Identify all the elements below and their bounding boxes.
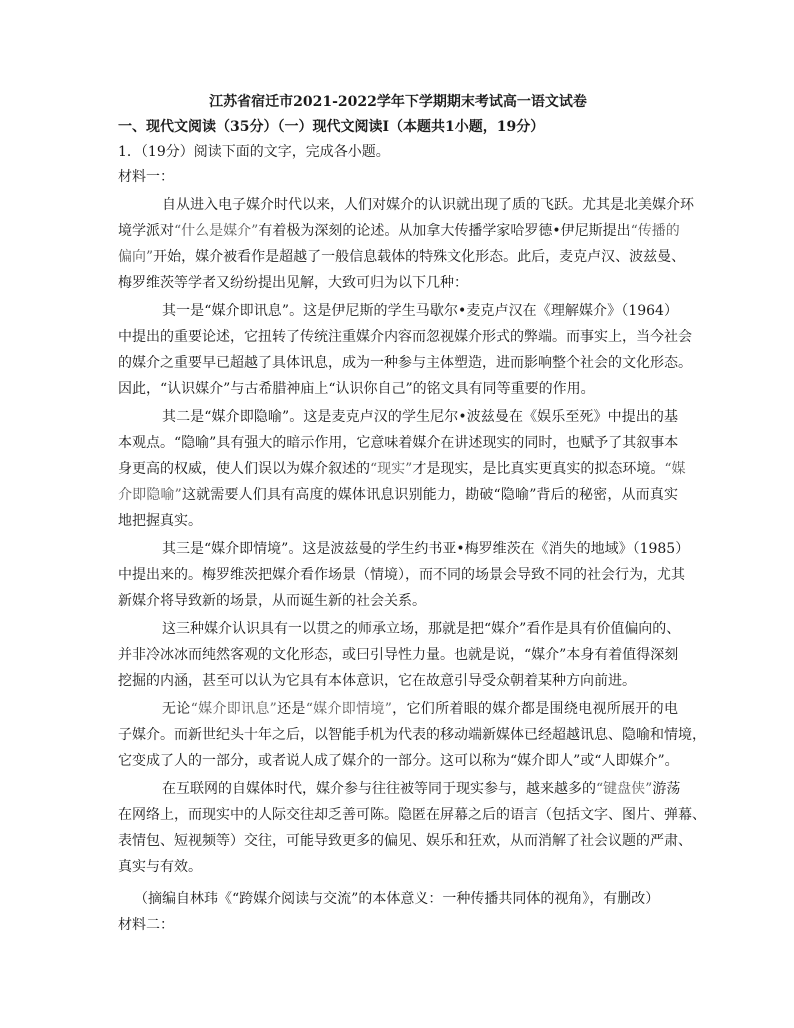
text-run: 在互联网的自媒体时代，媒介参与往往被等同于现实参与，越来越多的 xyxy=(162,781,596,797)
paragraph-line xyxy=(118,562,685,588)
text-run: 在网络上，而现实中的人际交往却乏善可陈。隐匿在屏幕之后的语言（包括文字、图片、弹幕、 xyxy=(118,807,706,823)
quoted-term: “媒介即讯息” xyxy=(190,701,277,717)
body-paragraph xyxy=(118,696,706,774)
paragraph-line xyxy=(118,270,678,296)
text-run: 表情包、短视频等）交往，可能导致更多的偏见、娱乐和狂欢，从而消解了社会议题的严肃、 xyxy=(118,833,692,849)
body-paragraph xyxy=(118,192,694,296)
paragraph-line xyxy=(118,828,692,854)
paragraph-line xyxy=(118,616,681,642)
paragraph-line xyxy=(118,854,678,880)
section-heading: 一、现代文阅读（35分）（一）现代文阅读Ⅰ（本题共1小题，19分） xyxy=(118,119,545,135)
paragraph-line xyxy=(118,324,692,350)
text-run: 并非冷冰冰而纯然客观的文化形态，或曰引导性力量。也就是说，“媒介”本身有着值得深刻 xyxy=(118,647,679,663)
paragraph-line xyxy=(118,350,692,376)
body-paragraph xyxy=(118,536,690,614)
text-run: 其二是“媒介即隐喻”。这是麦克卢汉的学生尼尔•波兹曼在《娱乐至死》中提出的基 xyxy=(162,409,678,425)
text-run: 的媒介之重要早已超越了具体讯息，成为一种参与主体塑造，进而影响整个社会的文化形态。 xyxy=(118,355,692,371)
quoted-term: “媒 xyxy=(664,461,686,477)
text-run: 其三是“媒介即情境”。这是波兹曼的学生约书亚•梅罗维茨在《消失的地域》（1985） xyxy=(162,541,690,557)
text-run: 这就需要人们具有高度的媒体讯息识别能力，勘破“隐喻”背后的秘密，从而真实 xyxy=(181,487,678,503)
paragraph-line xyxy=(118,404,678,430)
paragraph-line xyxy=(118,802,706,828)
paragraph-line xyxy=(118,482,678,508)
text-run: 中提出来的。梅罗维茨把媒介看作场景（情境），而不同的场景会导致不同的社会行为，尤其 xyxy=(118,567,685,583)
text-run: ，它们所着眼的媒介都是围绕电视所展开的电 xyxy=(391,701,678,717)
paragraph-line xyxy=(118,776,681,802)
text-run: 身更高的权威，使人们误以为媒介叙述的 xyxy=(118,461,370,477)
text-run: 真实与有效。 xyxy=(118,859,202,875)
paragraph-line xyxy=(118,536,690,562)
paragraph-line xyxy=(118,668,678,694)
body-paragraph xyxy=(118,616,681,694)
paragraph-line xyxy=(118,696,678,722)
paragraph-line xyxy=(118,218,678,244)
text-run: 有着极为深刻的论述。从加拿大传播学家哈罗德•伊尼斯提出 xyxy=(258,223,631,239)
paragraph-line xyxy=(118,642,678,668)
text-run: 这三种媒介认识具有一以贯之的师承立场，那就是把“媒介”看作是具有价值偏向的、 xyxy=(162,621,681,637)
text-run: 才是现实，是比真实更真实的拟态环境。 xyxy=(412,461,665,477)
question-prompt: 1．（19分）阅读下面的文字，完成各小题。 xyxy=(118,144,390,160)
quoted-term: 偏向” xyxy=(118,249,154,265)
exam-content xyxy=(118,89,706,938)
paragraph-line xyxy=(118,456,686,482)
text-run: 境学派对 xyxy=(118,223,174,239)
paragraph-line xyxy=(118,244,686,270)
text-run: 它变成了人的一部分，或者说人成了媒介的一部分。这可以称为“媒介即人”或“人即媒介”。 xyxy=(118,753,679,769)
text-run: 挖掘的内涵，甚至可以认为它具有本体意识，它在故意引导受众朝着某种方向前进。 xyxy=(118,673,636,689)
text-run: 地把握真实。 xyxy=(118,513,202,529)
material-1-label: 材料一： xyxy=(118,169,174,185)
source-citation: （摘编自林玮《“跨媒介阅读与交流”的本体意义：一种传播共同体的视角》，有删改） xyxy=(134,891,660,907)
text-run: 本观点。“隐喻”具有强大的暗示作用，它意味着媒介在讲述现实的同时，也赋予了其叙事本 xyxy=(118,435,679,451)
text-run: 开始，媒介被看作是超越了一般信息载体的特殊文化形态。此后，麦克卢汉、波兹曼、 xyxy=(153,249,686,265)
text-run: 其一是“媒介即讯息”。这是伊尼斯的学生马歇尔•麦克卢汉在《理解媒介》（1964） xyxy=(162,303,678,319)
quoted-term: “传播的 xyxy=(630,223,680,239)
text-run: 游荡 xyxy=(652,781,681,797)
text-run: 中提出的重要论述，它扭转了传统注重媒介内容而忽视媒介形式的弊端。而事实上，当今社会 xyxy=(118,329,692,345)
text-run: 子媒介。而新世纪头十年之后，以智能手机为代表的移动端新媒体已经超越讯息、隐喻和情境， xyxy=(118,727,706,743)
body-paragraph xyxy=(118,776,706,880)
paragraph-line xyxy=(118,748,678,774)
paragraph-line xyxy=(118,430,678,456)
body-paragraph xyxy=(118,298,692,402)
quoted-term: “什么是媒介” xyxy=(174,223,259,239)
paragraph-line xyxy=(118,192,694,218)
quoted-term: 介即隐喻” xyxy=(118,487,182,503)
exam-title: 江苏省宿迁市2021-2022学年下学期期末考试高一语文试卷 xyxy=(209,94,587,110)
paragraph-line xyxy=(118,508,678,534)
text-run: 新媒介将导致新的场景，从而诞生新的社会关系。 xyxy=(118,593,426,609)
paragraph-line xyxy=(118,298,678,324)
material-1-body xyxy=(118,192,706,880)
text-run: 梅罗维茨等学者又纷纷提出见解，大致可归为以下几种： xyxy=(118,275,468,291)
text-run: 还是 xyxy=(276,701,306,717)
paragraph-line xyxy=(118,588,678,614)
text-run: 因此，“认识媒介”与古希腊神庙上“认识你自己”的铭文具有同等重要的作用。 xyxy=(118,381,595,397)
paragraph-line xyxy=(118,376,678,402)
material-2-label: 材料二： xyxy=(118,917,174,933)
text-run: 自从进入电子媒介时代以来，人们对媒介的认识就出现了质的飞跃。尤其是北美媒介环 xyxy=(162,197,694,213)
paragraph-line xyxy=(118,722,706,748)
quoted-term: “现实” xyxy=(370,461,413,477)
text-run: 无论 xyxy=(162,701,191,717)
quoted-term: “键盘侠” xyxy=(596,781,653,797)
quoted-term: “媒介即情境” xyxy=(305,701,392,717)
body-paragraph xyxy=(118,404,686,534)
